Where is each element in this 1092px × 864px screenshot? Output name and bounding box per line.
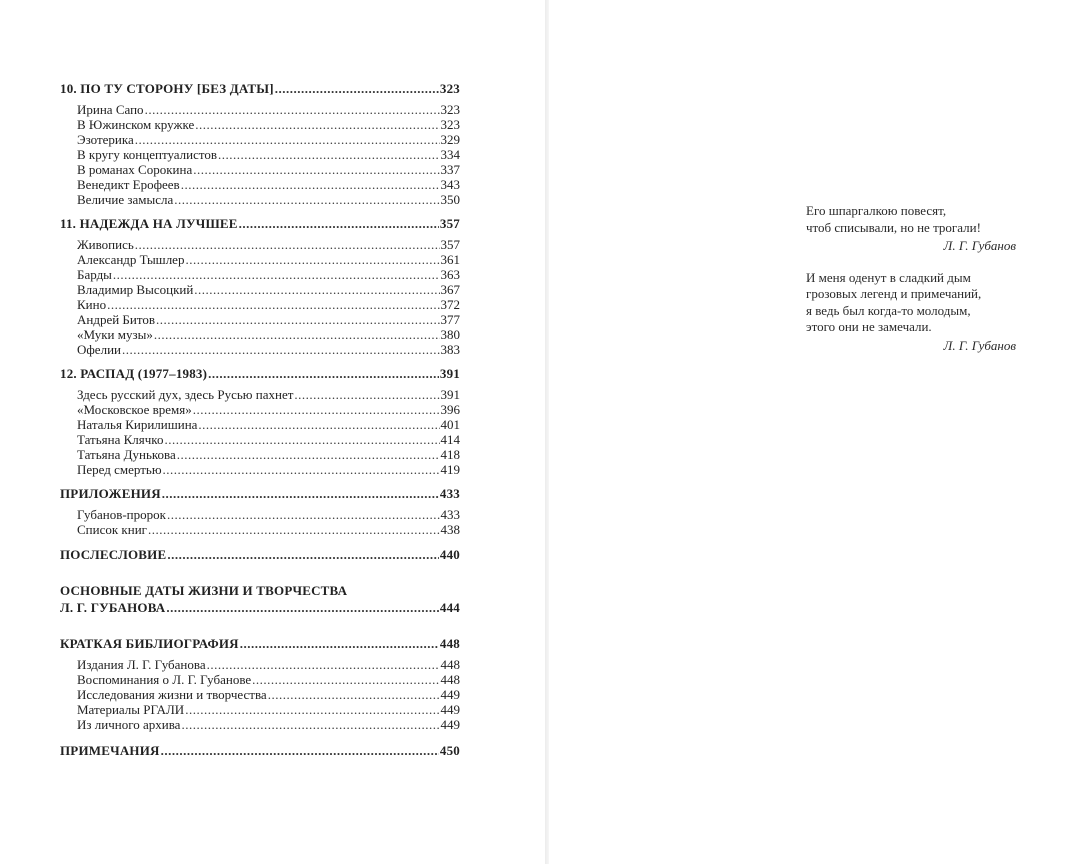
dot-leader (185, 702, 439, 717)
toc-section-page: 440 (439, 547, 460, 562)
dot-leader (193, 162, 439, 177)
dot-leader (239, 215, 439, 232)
toc-section-title: 11. НАДЕЖДА НА ЛУЧШЕЕ (60, 216, 238, 231)
toc-entry[interactable] (60, 447, 460, 462)
toc-section (60, 635, 460, 732)
toc-entry-page: 377 (440, 312, 460, 327)
toc-entry[interactable] (60, 687, 460, 702)
toc-entry-page: 380 (440, 327, 460, 342)
toc-entry-title: «Московское время» (77, 402, 192, 417)
toc-entry[interactable] (60, 312, 460, 327)
toc-entry-title: Материалы РГАЛИ (77, 702, 185, 717)
toc-section-heading[interactable] (60, 546, 460, 563)
toc-entry-title: Живопись (77, 237, 134, 252)
toc-entry-title: Издания Л. Г. Губанова (77, 657, 206, 672)
toc-entry-title: Губанов-пророк (77, 507, 166, 522)
dot-leader (122, 342, 440, 357)
toc-entry-title: Венедикт Ерофеев (77, 177, 180, 192)
epigraph-line: И меня оденут в сладкий дым (806, 269, 971, 285)
toc-section-title: ПРИМЕЧАНИЯ (60, 743, 160, 758)
toc-entry[interactable] (60, 327, 460, 342)
dot-leader (161, 742, 439, 759)
dot-leader (194, 282, 439, 297)
dot-leader (207, 657, 440, 672)
toc-entry-page: 329 (440, 132, 460, 147)
toc-entry-page: 419 (440, 462, 460, 477)
toc-entry-page: 418 (440, 447, 460, 462)
toc-section-title-line2 (60, 599, 460, 616)
toc-entry[interactable] (60, 297, 460, 312)
dot-leader (185, 252, 439, 267)
toc-entry-title: «Муки музы» (77, 327, 153, 342)
dot-leader (275, 80, 439, 97)
toc-entry-title: Татьяна Клячко (77, 432, 164, 447)
toc-section (60, 485, 460, 537)
toc-section-title: ПОСЛЕСЛОВИЕ (60, 547, 167, 562)
dot-leader (174, 192, 439, 207)
toc-entry[interactable] (60, 657, 460, 672)
toc-entry-title: Владимир Высоцкий (77, 282, 194, 297)
toc-section-title: ПРИЛОЖЕНИЯ (60, 486, 161, 501)
dot-leader (195, 117, 439, 132)
table-of-contents (60, 80, 460, 759)
toc-section-page: 448 (439, 636, 460, 651)
toc-section (60, 742, 460, 759)
toc-entry-page: 334 (440, 147, 460, 162)
toc-section (60, 546, 460, 563)
toc-entry-page: 372 (440, 297, 460, 312)
toc-entry-page: 367 (440, 282, 460, 297)
toc-entry-page: 449 (440, 717, 460, 732)
toc-entry-title: Величие замысла (77, 192, 174, 207)
toc-entry-page: 357 (440, 237, 460, 252)
right-page (549, 0, 1092, 864)
toc-entry-title: Ирина Сапо (77, 102, 144, 117)
toc-entry-page: 448 (440, 657, 460, 672)
toc-entry-title: Воспоминания о Л. Г. Губанове (77, 672, 252, 687)
dot-leader (107, 297, 439, 312)
toc-entry-page: 396 (440, 402, 460, 417)
toc-entry-page: 414 (440, 432, 460, 447)
toc-section-heading[interactable] (60, 80, 460, 97)
dot-leader (294, 387, 439, 402)
toc-entry-title: В романах Сорокина (77, 162, 193, 177)
dot-leader (240, 635, 439, 652)
epigraph (806, 203, 1016, 255)
dot-leader (193, 402, 440, 417)
toc-section (60, 365, 460, 477)
dot-leader (177, 447, 440, 462)
dot-leader (167, 546, 439, 563)
toc-section-heading[interactable] (60, 635, 460, 652)
toc-section (60, 215, 460, 357)
dot-leader (156, 312, 439, 327)
dot-leader (198, 417, 439, 432)
toc-entry-title: Здесь русский дух, здесь Русью пахнет (77, 387, 294, 402)
toc-entries (60, 507, 460, 537)
toc-section-page: 323 (439, 81, 460, 96)
toc-entry-page: 449 (440, 687, 460, 702)
toc-entry[interactable] (60, 717, 460, 732)
toc-entry-title: Кино (77, 297, 107, 312)
toc-section-heading[interactable] (60, 582, 460, 616)
dot-leader (181, 177, 440, 192)
epigraph-line: я ведь был когда-то молодым, (806, 302, 971, 318)
dot-leader (163, 462, 440, 477)
toc-entry-page: 391 (440, 387, 460, 402)
toc-entry-title: Татьяна Дунькова (77, 447, 176, 462)
toc-section-title: 10. ПО ТУ СТОРОНУ [БЕЗ ДАТЫ] (60, 81, 274, 96)
toc-section-heading[interactable] (60, 215, 460, 232)
toc-entry-page: 401 (440, 417, 460, 432)
dot-leader (135, 237, 440, 252)
toc-entry-page: 438 (440, 522, 460, 537)
epigraph-line: этого они не замечали. (806, 319, 932, 334)
toc-entry[interactable] (60, 117, 460, 132)
epigraph-line: грозовых легенд и примечаний, (806, 286, 982, 301)
toc-entry-title: В кругу концептуалистов (77, 147, 218, 162)
toc-entry[interactable] (60, 102, 460, 117)
toc-entry[interactable] (60, 177, 460, 192)
toc-entry-page: 361 (440, 252, 460, 267)
toc-entry[interactable] (60, 672, 460, 687)
toc-entry[interactable] (60, 147, 460, 162)
toc-entry-title: Эзотерика (77, 132, 134, 147)
toc-entry-page: 383 (440, 342, 460, 357)
epigraph-line: чтоб списывали, но не трогали! (806, 219, 981, 235)
dot-leader (181, 717, 439, 732)
toc-section-heading[interactable] (60, 485, 460, 502)
toc-entry[interactable] (60, 462, 460, 477)
toc-entry-page: 323 (440, 117, 460, 132)
toc-entry-title: Александр Тышлер (77, 252, 185, 267)
toc-section-title-line1: ОСНОВНЫЕ ДАТЫ ЖИЗНИ И ТВОРЧЕСТВА (60, 583, 348, 598)
toc-entries (60, 237, 460, 357)
toc-entry-title: Андрей Битов (77, 312, 156, 327)
toc-entries (60, 657, 460, 732)
toc-entry[interactable] (60, 342, 460, 357)
toc-entry[interactable] (60, 282, 460, 297)
toc-entries (60, 387, 460, 477)
toc-entry[interactable] (60, 522, 460, 537)
dot-leader (154, 327, 440, 342)
toc-entry[interactable] (60, 432, 460, 447)
toc-section-title: 12. РАСПАД (1977–1983) (60, 366, 208, 381)
dot-leader (162, 485, 439, 502)
dot-leader (218, 147, 439, 162)
toc-entry-title: В Южинском кружке (77, 117, 195, 132)
toc-entry[interactable] (60, 192, 460, 207)
toc-entry[interactable] (60, 402, 460, 417)
toc-entry[interactable] (60, 252, 460, 267)
toc-entry[interactable] (60, 507, 460, 522)
toc-section (60, 80, 460, 207)
toc-section-page: 450 (439, 743, 460, 758)
dot-leader (148, 522, 440, 537)
toc-entry-title: Барды (77, 267, 112, 282)
epigraph-author: Л. Г. Губанов (943, 238, 1016, 253)
toc-entry-page: 323 (440, 102, 460, 117)
dot-leader (135, 132, 440, 147)
toc-entry-title: Исследования жизни и творчества (77, 687, 267, 702)
toc-entry[interactable] (60, 417, 460, 432)
dot-leader (145, 102, 440, 117)
toc-section-title: КРАТКАЯ БИБЛИОГРАФИЯ (60, 636, 239, 651)
toc-entry-title: Перед смертью (77, 462, 162, 477)
epigraphs (806, 203, 1016, 354)
epigraph (806, 270, 1016, 355)
left-page (0, 0, 545, 864)
toc-section-title: Л. Г. ГУБАНОВА (60, 600, 166, 615)
toc-entry-page: 448 (440, 672, 460, 687)
dot-leader (166, 599, 439, 616)
toc-section-page: 433 (439, 486, 460, 501)
toc-entry-title: Офелии (77, 342, 121, 357)
toc-entry[interactable] (60, 702, 460, 717)
toc-section-page: 444 (439, 600, 460, 615)
toc-entry[interactable] (60, 132, 460, 147)
toc-section-page: 391 (439, 366, 460, 381)
toc-entry-page: 337 (440, 162, 460, 177)
toc-entry-page: 350 (440, 192, 460, 207)
toc-section (60, 582, 460, 616)
toc-entry[interactable] (60, 237, 460, 252)
toc-entry-title: Наталья Кирилишина (77, 417, 198, 432)
dot-leader (167, 507, 440, 522)
epigraph-line: Его шпаргалкою повесят, (806, 203, 947, 218)
toc-section-heading[interactable] (60, 742, 460, 759)
toc-entry-page: 433 (440, 507, 460, 522)
dot-leader (164, 432, 439, 447)
dot-leader (113, 267, 440, 282)
toc-section-page: 357 (439, 216, 460, 231)
toc-section-heading[interactable] (60, 365, 460, 382)
dot-leader (252, 672, 439, 687)
toc-entry[interactable] (60, 387, 460, 402)
toc-entry-page: 363 (440, 267, 460, 282)
dot-leader (208, 365, 439, 382)
toc-entry[interactable] (60, 162, 460, 177)
epigraph-author: Л. Г. Губанов (943, 337, 1016, 353)
toc-entry-title: Список книг (77, 522, 147, 537)
toc-entry-page: 449 (440, 702, 460, 717)
toc-entry[interactable] (60, 267, 460, 282)
toc-entry-title: Из личного архива (77, 717, 181, 732)
toc-entry-page: 343 (440, 177, 460, 192)
dot-leader (268, 687, 440, 702)
toc-entries (60, 102, 460, 207)
